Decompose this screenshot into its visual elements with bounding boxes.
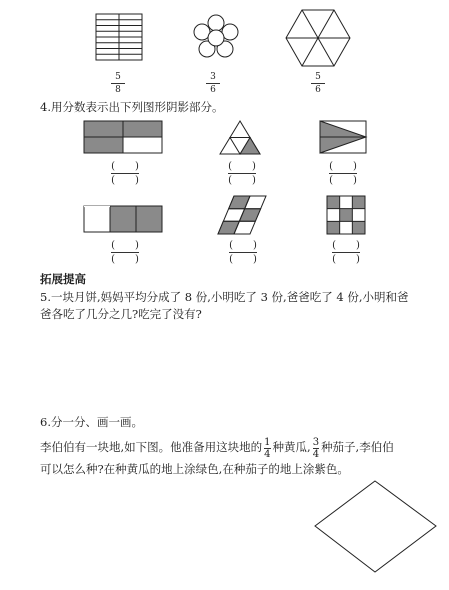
question-4-title: 4.用分数表示出下列图形阴影部分。 (40, 100, 224, 114)
rhombus-land-figure (314, 480, 438, 574)
answer-blank[interactable]: ( ) ( ) (228, 161, 256, 186)
shaded-strip-figure (84, 206, 164, 234)
section-heading: 拓展提高 (40, 272, 86, 286)
grid-rectangle-figure (96, 14, 144, 62)
fraction-numerator: 5 (115, 72, 121, 82)
question-5-line-1: 5.一块月饼,妈妈平均分成了 8 份,小明吃了 3 份,爸爸吃了 4 份,小明和爸 (40, 290, 409, 304)
fraction-numerator: 3 (210, 72, 216, 82)
question-5-line-2: 爸各吃了几分之几?吃完了没有? (40, 307, 202, 321)
answer-blank[interactable]: ( ) ( ) (229, 240, 257, 265)
fraction-three-quarters: $\frac{3}{4}$ (312, 436, 320, 460)
shaded-checkerboard-figure (327, 196, 367, 236)
fraction-label (108, 72, 128, 95)
fraction-numerator: 5 (315, 72, 321, 82)
question-6-text-b: 种黄瓜, (272, 440, 311, 454)
shaded-rectangle-figure (84, 121, 164, 155)
hexagon-figure (286, 9, 350, 67)
answer-blank[interactable]: ( ) ( ) (111, 161, 139, 186)
question-6-line-2: 可以怎么种?在种黄瓜的地上涂绿色,在种茄子的地上涂紫色。 (40, 462, 349, 476)
question-6-line-1 (40, 436, 394, 460)
shaded-rectangle-triangle-figure (320, 121, 368, 155)
fraction-denominator: 8 (115, 85, 121, 95)
fraction-denominator: 6 (210, 85, 216, 95)
question-6-text-a: 李伯伯有一块地,如下图。他准备用这块地的 (40, 440, 263, 454)
fraction-denominator: 6 (315, 85, 321, 95)
fraction-one-quarter: $\frac{1}{4}$ (264, 436, 271, 460)
question-6-title: 6.分一分、画一画。 (40, 415, 143, 429)
answer-blank[interactable]: ( ) ( ) (329, 161, 357, 186)
answer-blank[interactable]: ( ) ( ) (332, 240, 360, 265)
shaded-triangle-figure (220, 121, 262, 155)
answer-blank[interactable]: ( ) ( ) (111, 240, 139, 265)
question-6-text-c: 种茄子,李伯伯 (321, 440, 394, 454)
shaded-parallelogram-figure (218, 196, 268, 236)
flower-circles-figure (192, 14, 240, 64)
fraction-label (308, 72, 328, 95)
fraction-label (203, 72, 223, 95)
